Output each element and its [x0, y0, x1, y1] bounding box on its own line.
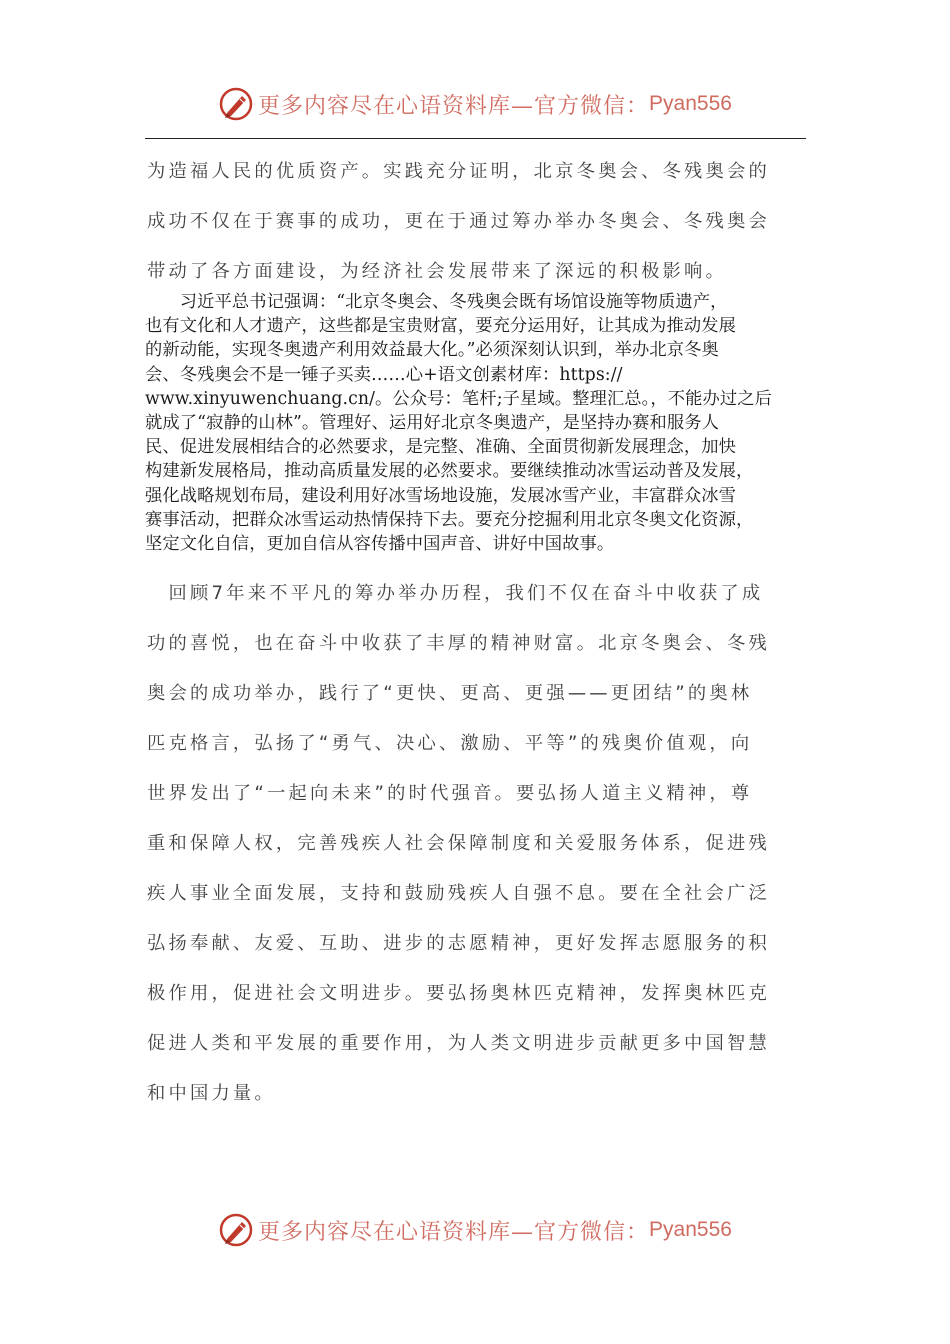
pen-logo-icon	[218, 86, 254, 122]
paragraph-line: 坚定文化自信，更加自信从容传播中国声音、讲好中国故事。	[145, 534, 615, 555]
paragraph-line: 就成了“寂静的山林”。管理好、运用好北京冬奥遗产，是坚持办赛和服务人	[145, 413, 720, 434]
paragraph-3	[147, 569, 807, 1119]
paragraph-line: 重和保障人权，完善残疾人社会保障制度和关爱服务体系，促进残	[147, 833, 770, 854]
paragraph-line: 带动了各方面建设，为经济社会发展带来了深远的积极影响。	[147, 261, 727, 282]
header-divider	[145, 138, 806, 139]
paragraph-line: 赛事活动，把群众冰雪运动热情保持下去。要充分挖掘利用北京冬奥文化资源，	[145, 509, 754, 530]
header-banner-text: 更多内容尽在心语资料库—官方微信：	[258, 93, 650, 119]
paragraph-line: 也有文化和人才遗产，这些都是宝贵财富，要充分运用好，让其成为推动发展	[145, 316, 736, 337]
paragraph-line: 会、冬残奥会不是一锤子买卖……心+语文创素材库：https://	[145, 364, 623, 385]
paragraph-line: 功的喜悦，也在奋斗中收获了丰厚的精神财富。北京冬奥会、冬残	[147, 633, 770, 654]
paragraph-line: 疾人事业全面发展，支持和鼓励残疾人自强不息。要在全社会广泛	[147, 883, 770, 904]
paragraph-line: 构建新发展格局，推动高质量发展的必然要求。要继续推动冰雪运动普及发展，	[145, 461, 754, 482]
paragraph-line: 习近平总书记强调：“北京冬奥会、冬残奥会既有场馆设施等物质遗产，	[145, 292, 728, 312]
paragraph-line: 回顾7年来不平凡的筹办举办历程，我们不仅在奋斗中收获了成	[147, 583, 764, 604]
footer-banner	[0, 1210, 950, 1250]
paragraph-line: 世界发出了“一起向未来”的时代强音。要弘扬人道主义精神，尊	[147, 783, 753, 804]
paragraph-line: 为造福人民的优质资产。实践充分证明，北京冬奥会、冬残奥会的	[147, 161, 770, 182]
paragraph-line: www.xinyuwenchuang.cn/。公众号：笔杆;子星域。整理汇总。，不能办过之后	[145, 388, 773, 409]
paragraph-1	[147, 147, 807, 297]
paragraph-line: 促进人类和平发展的重要作用，为人类文明进步贡献更多中国智慧	[147, 1033, 770, 1054]
header-banner	[0, 84, 950, 124]
pen-logo-icon	[218, 1212, 254, 1248]
paragraph-line: 民、促进发展相结合的必然要求，是完整、准确、全面贯彻新发展理念，加快	[145, 437, 736, 458]
paragraph-line: 和中国力量。	[147, 1083, 276, 1104]
paragraph-line: 弘扬奉献、友爱、互助、进步的志愿精神，更好发挥志愿服务的积	[147, 933, 770, 954]
paragraph-line: 匹克格言，弘扬了“勇气、决心、激励、平等”的残奥价值观，向	[147, 733, 753, 754]
paragraph-line: 极作用，促进社会文明进步。要弘扬奥林匹克精神，发挥奥林匹克	[147, 983, 770, 1004]
paragraph-line: 成功不仅在于赛事的成功，更在于通过筹办举办冬奥会、冬残奥会	[147, 211, 770, 232]
header-wechat-id: Pyan556	[649, 92, 732, 115]
paragraph-line: 奥会的成功举办，践行了“更快、更高、更强——更团结”的奥林	[147, 683, 753, 704]
footer-wechat-id: Pyan556	[649, 1218, 732, 1241]
paragraph-line: 的新动能，实现冬奥遗产利用效益最大化。”必须深刻认识到，举办北京冬奥	[145, 340, 719, 361]
paragraph-2	[145, 290, 805, 556]
paragraph-line: 强化战略规划布局，建设利用好冰雪场地设施，发展冰雪产业，丰富群众冰雪	[145, 485, 736, 506]
footer-banner-text: 更多内容尽在心语资料库—官方微信：	[258, 1219, 650, 1245]
